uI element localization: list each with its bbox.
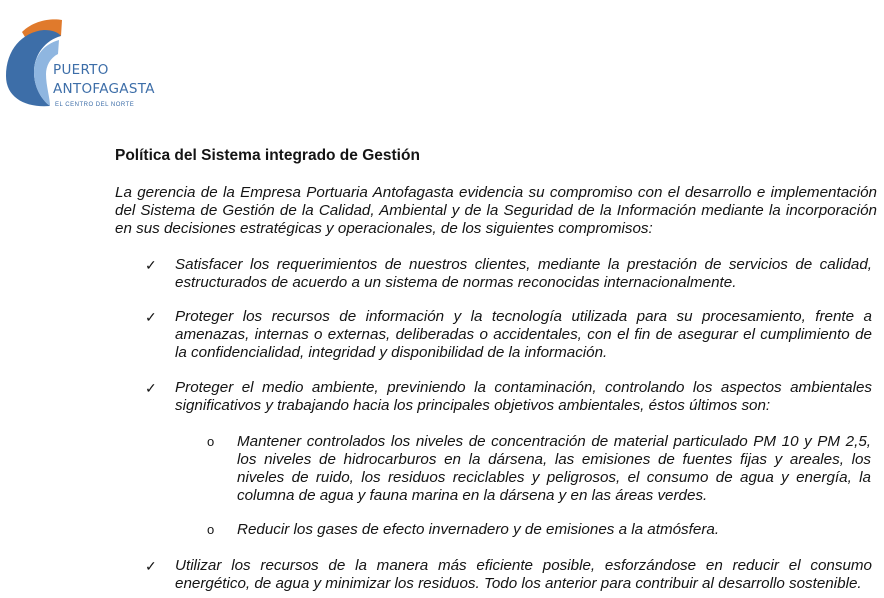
logo-name-line2: ANTOFAGASTA: [53, 81, 155, 97]
checkmark-icon: ✓: [145, 257, 157, 273]
checkmark-icon: ✓: [145, 380, 157, 396]
commitment-2-text: Proteger los recursos de información y la tecnología utilizada para su procesamiento, frente a amenazas, internas o externas, deliberadas o accidentales, con el fin de asegurar el cumplimiento de la confidencialidad, integridad y disponibilidad de la información.: [175, 308, 872, 361]
checkmark-icon: ✓: [145, 309, 157, 325]
logo-name-line1: PUERTO: [53, 62, 109, 78]
bullet-circle-icon: o: [207, 522, 215, 537]
commitment-1-text: Satisfacer los requerimientos de nuestros clientes, mediante la prestación de servicios de calidad, estructurados de acuerdo a un sistema de normas reconocidas internacionalmente.: [175, 256, 872, 291]
company-logo: [4, 14, 155, 114]
intro-paragraph: La gerencia de la Empresa Portuaria Antofagasta evidencia su compromiso con el desarrollo e implementación del Sistema de Gestión de la Calidad, Ambiental y de la Seguridad de la Información mediante la incorporación en sus decisiones estratégicas y operacionales, de los siguientes compromisos:: [115, 184, 877, 237]
sub-objective-1-text: Mantener controlados los niveles de concentración de material particulado PM 10 y PM 2,5, los niveles de hidrocarburos en la dársena, las emisiones de fuentes fijas y areales, los niveles de ruido, los residuos reciclables y peligrosos, el consumo de agua y energía, la columna de agua y fauna marina en la dársena y en las áreas verdes.: [237, 433, 871, 504]
commitment-3-text: Proteger el medio ambiente, previniendo la contaminación, controlando los aspectos ambientales significativos y trabajando hacia los principales objetivos ambientales, éstos últimos son:: [175, 379, 872, 414]
logo-tagline: EL CENTRO DEL NORTE: [55, 102, 135, 108]
commitment-4-text: Utilizar los recursos de la manera más eficiente posible, esforzándose en reducir el consumo energético, de agua y minimizar los residuos. Todo los anterior para contribuir al desarrollo sostenible.: [175, 557, 872, 592]
sub-objective-2-text: Reducir los gases de efecto invernadero y de emisiones a la atmósfera.: [237, 521, 720, 538]
checkmark-icon: ✓: [145, 558, 157, 574]
document-title: Política del Sistema integrado de Gestión: [115, 147, 420, 164]
bullet-circle-icon: o: [207, 434, 215, 449]
